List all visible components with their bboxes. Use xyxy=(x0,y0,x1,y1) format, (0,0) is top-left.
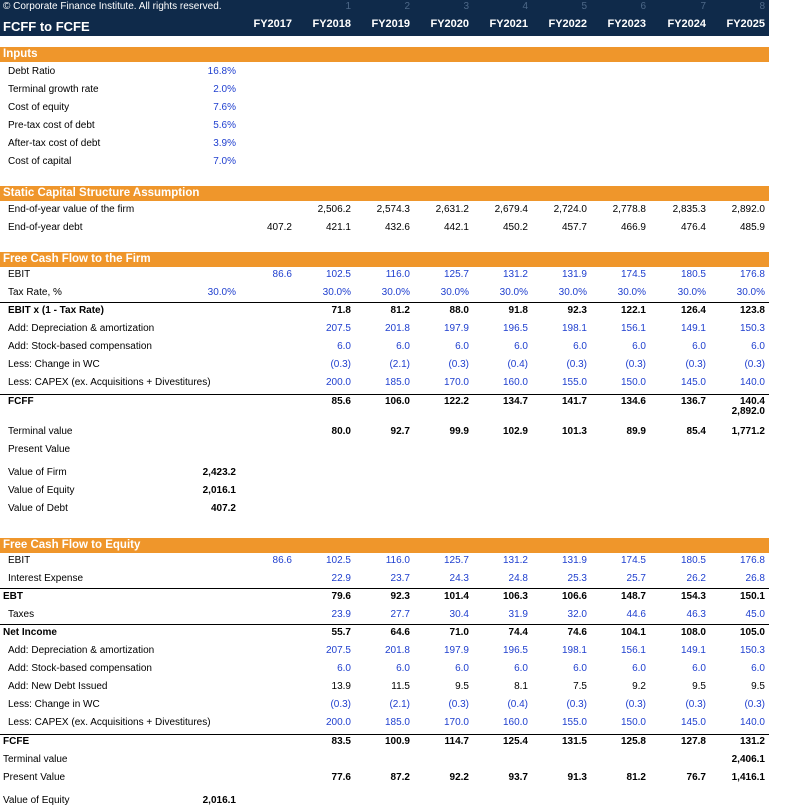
fcff-cell[interactable]: 6.0 xyxy=(632,341,646,352)
year-index: 3 xyxy=(463,1,469,12)
fcff-cell[interactable]: 185.0 xyxy=(384,377,410,388)
fcfe-cell[interactable]: 74.4 xyxy=(508,627,528,638)
fcff-cell[interactable]: 149.1 xyxy=(680,323,706,334)
fcff-cell[interactable]: (0.3) xyxy=(330,359,351,370)
fcff-cell[interactable]: 102.5 xyxy=(325,269,351,280)
fcfe-cell[interactable]: 6.0 xyxy=(751,663,765,674)
fcfe-cell[interactable]: 9.5 xyxy=(751,681,765,692)
capital-cell[interactable]: 2,724.0 xyxy=(553,204,587,215)
fcfe-cell[interactable]: 74.6 xyxy=(567,627,587,638)
fcff-cell[interactable]: 140.4 xyxy=(739,396,765,407)
fcff-cell[interactable]: 30.0% xyxy=(617,287,646,298)
fcfe-cell[interactable]: 201.8 xyxy=(384,645,410,656)
section-fcfe xyxy=(0,538,769,553)
year-index: 8 xyxy=(759,1,765,12)
fcfe-cell[interactable]: 26.8 xyxy=(745,573,765,584)
fcff-cell[interactable]: 30.0% xyxy=(558,287,587,298)
fcfe-cell[interactable]: 180.5 xyxy=(680,555,706,566)
capital-cell[interactable]: 2,892.0 xyxy=(731,204,765,215)
capital-cell[interactable]: 2,506.2 xyxy=(317,204,351,215)
fcff-cell[interactable]: 197.9 xyxy=(443,323,469,334)
fcff-cell[interactable]: 106.0 xyxy=(384,396,410,407)
fcfe-cell[interactable]: 23.7 xyxy=(390,573,410,584)
fcfe-cell[interactable]: 185.0 xyxy=(384,717,410,728)
fcff-cell[interactable]: 123.8 xyxy=(739,305,765,316)
fcfe-terminal-value[interactable]: 2,406.1 xyxy=(731,754,765,765)
row-label: EBIT xyxy=(8,269,31,280)
fcfe-cell[interactable]: 64.6 xyxy=(390,627,410,638)
fcfe-cell[interactable]: 174.5 xyxy=(620,555,646,566)
capital-cell[interactable]: 2,574.3 xyxy=(376,204,410,215)
fcfe-cell[interactable]: 79.6 xyxy=(331,591,351,602)
fcff-present-value-cell[interactable]: 102.9 xyxy=(502,426,528,437)
fcff-cell[interactable]: 6.0 xyxy=(751,341,765,352)
fcfe-cell[interactable]: 160.0 xyxy=(502,717,528,728)
year-header-fy2021[interactable]: FY2021 xyxy=(489,18,528,30)
fcfe-cell[interactable]: 92.3 xyxy=(390,591,410,602)
fcfe-cell[interactable]: 125.4 xyxy=(502,736,528,747)
row-label: Add: Stock-based compensation xyxy=(8,341,152,352)
fcfe-cell[interactable]: 198.1 xyxy=(561,645,587,656)
fcfe-cell[interactable]: 131.5 xyxy=(561,736,587,747)
fcfe-cell[interactable]: 196.5 xyxy=(502,645,528,656)
fcfe-cell[interactable]: 148.7 xyxy=(620,591,646,602)
fcfe-cell[interactable]: 106.3 xyxy=(502,591,528,602)
fcfe-cell[interactable]: 200.0 xyxy=(325,717,351,728)
fcff-cell[interactable]: 30.0% xyxy=(677,287,706,298)
fcff-cell[interactable]: 150.0 xyxy=(620,377,646,388)
fcff-cell[interactable]: 136.7 xyxy=(680,396,706,407)
fcff-cell[interactable]: 200.0 xyxy=(325,377,351,388)
section-inputs xyxy=(0,47,769,62)
fcfe-cell[interactable]: 154.3 xyxy=(680,591,706,602)
fcfe-cell[interactable]: 13.9 xyxy=(331,681,351,692)
fcfe-cell[interactable]: 106.6 xyxy=(561,591,587,602)
fcfe-cell[interactable]: 30.4 xyxy=(449,609,469,620)
fcfe-cell[interactable]: (0.3) xyxy=(448,699,469,710)
fcfe-cell[interactable]: 9.2 xyxy=(632,681,646,692)
fcfe-cell[interactable]: (2.1) xyxy=(389,699,410,710)
fcfe-cell[interactable]: (0.4) xyxy=(507,699,528,710)
fcff-cell[interactable]: 91.8 xyxy=(508,305,528,316)
fcfe-cell[interactable]: 83.5 xyxy=(331,736,351,747)
fcff-cell[interactable]: 6.0 xyxy=(573,341,587,352)
fcff-cell[interactable]: 122.1 xyxy=(620,305,646,316)
fcff-cell[interactable]: 170.0 xyxy=(443,377,469,388)
row-divider xyxy=(0,624,769,625)
row-label: End-of-year value of the firm xyxy=(8,204,135,215)
row-label: Terminal growth rate xyxy=(8,84,99,95)
tax-rate-input[interactable]: 30.0% xyxy=(207,287,236,298)
fcfe-cell[interactable]: 9.5 xyxy=(692,681,706,692)
row-label: Present Value xyxy=(8,444,71,455)
fcff-cell[interactable]: 198.1 xyxy=(561,323,587,334)
fcff-cell[interactable]: (2.1) xyxy=(389,359,410,370)
fcfe-cell[interactable]: 131.2 xyxy=(739,736,765,747)
fcff-cell[interactable]: 30.0% xyxy=(322,287,351,298)
row-label: Terminal value xyxy=(3,754,68,765)
fcfe-cell[interactable]: 114.7 xyxy=(444,736,469,747)
fcfe-cell[interactable]: 155.0 xyxy=(561,717,587,728)
row-label: Add: New Debt Issued xyxy=(8,681,108,692)
fcff-summary-value[interactable]: 2,016.1 xyxy=(202,485,236,496)
row-label: FCFF xyxy=(8,396,34,407)
fcff-cell[interactable]: 85.6 xyxy=(331,396,351,407)
fcfe-present-value-cell[interactable]: 91.3 xyxy=(567,772,587,783)
fcff-cell[interactable]: 30.0% xyxy=(381,287,410,298)
year-index: 5 xyxy=(581,1,587,12)
fcff-cell[interactable]: 176.8 xyxy=(739,269,765,280)
fcff-cell[interactable]: 134.6 xyxy=(620,396,646,407)
fcfe-cell[interactable]: 197.9 xyxy=(443,645,469,656)
row-label: FCFE xyxy=(3,736,30,747)
year-header-fy2024[interactable]: FY2024 xyxy=(667,18,706,30)
fcfe-cell[interactable]: 131.9 xyxy=(561,555,587,566)
fcfe-cell[interactable]: 25.7 xyxy=(626,573,646,584)
fcfe-cell[interactable]: 8.1 xyxy=(514,681,528,692)
fcfe-cell[interactable]: 6.0 xyxy=(514,663,528,674)
fcfe-cell[interactable]: 150.0 xyxy=(620,717,646,728)
fcff-cell[interactable]: 156.1 xyxy=(620,323,646,334)
year-header-fy2020[interactable]: FY2020 xyxy=(430,18,469,30)
fcfe-present-value-cell[interactable]: 76.7 xyxy=(686,772,706,783)
row-label: Value of Equity xyxy=(8,485,75,496)
fcff-present-value-cell[interactable]: 99.9 xyxy=(449,426,469,437)
fcff-cell[interactable]: 125.7 xyxy=(443,269,469,280)
row-divider xyxy=(0,588,769,589)
fcfe-cell[interactable]: 131.2 xyxy=(502,555,528,566)
fcfe-cell[interactable]: 7.5 xyxy=(573,681,587,692)
row-divider xyxy=(0,302,769,303)
capital-cell[interactable]: 2,679.4 xyxy=(494,204,528,215)
input-value[interactable]: 7.6% xyxy=(213,102,236,113)
fcff-present-value-cell[interactable]: 101.3 xyxy=(561,426,587,437)
fcff-cell[interactable]: 92.3 xyxy=(567,305,587,316)
fcff-cell[interactable]: 6.0 xyxy=(692,341,706,352)
fcff-cell[interactable]: 140.0 xyxy=(739,377,765,388)
row-label: Add: Depreciation & amortization xyxy=(8,323,155,334)
capital-cell[interactable]: 2,631.2 xyxy=(435,204,469,215)
row-label: Less: CAPEX (ex. Acquisitions + Divestitures) xyxy=(8,717,211,728)
fcff-cell[interactable]: 122.2 xyxy=(443,396,469,407)
fcff-cell[interactable]: (0.3) xyxy=(448,359,469,370)
fcfe-cell[interactable]: 145.0 xyxy=(680,717,706,728)
year-header-fy2019[interactable]: FY2019 xyxy=(371,18,410,30)
fcfe-cell[interactable]: 32.0 xyxy=(567,609,587,620)
fcfe-cell[interactable]: 150.1 xyxy=(739,591,765,602)
section-inputs-title: Inputs xyxy=(3,48,38,60)
capital-cell[interactable]: 432.6 xyxy=(384,222,410,233)
fcff-cell[interactable]: 160.0 xyxy=(502,377,528,388)
fcfe-cell[interactable]: 102.5 xyxy=(325,555,351,566)
fcfe-cell[interactable]: 176.8 xyxy=(739,555,765,566)
capital-cell[interactable]: 442.1 xyxy=(443,222,469,233)
fcff-cell[interactable]: 141.7 xyxy=(561,396,587,407)
row-divider xyxy=(0,394,769,395)
capital-cell[interactable]: 476.4 xyxy=(680,222,706,233)
fcfe-cell[interactable]: 207.5 xyxy=(325,645,351,656)
row-label: Less: Change in WC xyxy=(8,359,100,370)
row-label: Taxes xyxy=(8,609,35,620)
year-header-fy2017[interactable]: FY2017 xyxy=(253,18,292,30)
fcfe-cell[interactable]: (0.3) xyxy=(685,699,706,710)
fcff-cell[interactable]: (0.3) xyxy=(744,359,765,370)
fcff-cell[interactable]: 180.5 xyxy=(680,269,706,280)
year-index: 1 xyxy=(345,1,351,12)
year-header-fy2018[interactable]: FY2018 xyxy=(312,18,351,30)
fcff-present-value-cell[interactable]: 89.9 xyxy=(626,426,646,437)
section-static-capital xyxy=(0,186,769,201)
fcff-cell[interactable]: 71.8 xyxy=(331,305,351,316)
fcff-cell[interactable]: 174.5 xyxy=(620,269,646,280)
fcfe-cell[interactable]: 24.3 xyxy=(449,573,469,584)
fcfe-cell[interactable]: 31.9 xyxy=(508,609,528,620)
row-label: Cost of capital xyxy=(8,156,72,167)
row-label: Tax Rate, % xyxy=(8,287,62,298)
fcfe-cell[interactable]: 86.6 xyxy=(272,555,292,566)
year-index: 7 xyxy=(700,1,706,12)
row-label: Less: Change in WC xyxy=(8,699,100,710)
fcff-cell[interactable]: 134.7 xyxy=(502,396,528,407)
fcfe-present-value-cell[interactable]: 77.6 xyxy=(331,772,351,783)
fcfe-cell[interactable]: 125.8 xyxy=(620,736,646,747)
fcff-cell[interactable]: 126.4 xyxy=(680,305,706,316)
row-label: Cost of equity xyxy=(8,102,70,113)
fcfe-cell[interactable]: 156.1 xyxy=(620,645,646,656)
fcfe-cell[interactable]: (0.3) xyxy=(744,699,765,710)
fcff-cell[interactable]: (0.4) xyxy=(507,359,528,370)
fcff-cell[interactable]: 6.0 xyxy=(396,341,410,352)
section-static-capital-title: Static Capital Structure Assumption xyxy=(3,187,200,199)
row-label: Value of Equity xyxy=(3,795,70,806)
capital-cell[interactable]: 2,778.8 xyxy=(612,204,646,215)
fcfe-cell[interactable]: 44.6 xyxy=(626,609,646,620)
fcff-present-value-cell[interactable]: 92.7 xyxy=(390,426,410,437)
fcff-cell[interactable]: 150.3 xyxy=(739,323,765,334)
row-label: Pre-tax cost of debt xyxy=(8,120,95,131)
fcfe-value-of-equity[interactable]: 2,016.1 xyxy=(202,795,236,806)
fcfe-cell[interactable]: 6.0 xyxy=(573,663,587,674)
fcff-cell[interactable]: (0.3) xyxy=(685,359,706,370)
fcfe-present-value-cell[interactable]: 81.2 xyxy=(626,772,646,783)
fcff-cell[interactable]: 6.0 xyxy=(455,341,469,352)
fcfe-cell[interactable]: 127.8 xyxy=(680,736,706,747)
fcfe-cell[interactable]: 6.0 xyxy=(692,663,706,674)
capital-cell[interactable]: 2,835.3 xyxy=(672,204,706,215)
fcff-cell[interactable]: 88.0 xyxy=(449,305,469,316)
fcff-summary-value[interactable]: 2,423.2 xyxy=(202,467,236,478)
row-label: Terminal value xyxy=(8,426,73,437)
fcfe-cell[interactable]: 6.0 xyxy=(337,663,351,674)
fcfe-cell[interactable]: (0.3) xyxy=(625,699,646,710)
year-header-fy2023[interactable]: FY2023 xyxy=(607,18,646,30)
fcff-cell[interactable]: 86.6 xyxy=(272,269,292,280)
row-label: EBIT xyxy=(8,555,31,566)
section-fcff-title: Free Cash Flow to the Firm xyxy=(3,253,151,265)
fcfe-cell[interactable]: 26.2 xyxy=(686,573,706,584)
capital-cell[interactable]: 457.7 xyxy=(561,222,587,233)
fcfe-cell[interactable]: 125.7 xyxy=(443,555,469,566)
section-fcfe-title: Free Cash Flow to Equity xyxy=(3,539,141,551)
fcfe-present-value-cell[interactable]: 1,416.1 xyxy=(731,772,765,783)
fcfe-cell[interactable]: 108.0 xyxy=(680,627,706,638)
row-divider xyxy=(0,734,769,735)
fcff-cell[interactable]: 131.2 xyxy=(502,269,528,280)
fcfe-cell[interactable]: 45.0 xyxy=(745,609,765,620)
capital-cell[interactable]: 450.2 xyxy=(502,222,528,233)
fcff-cell[interactable]: 30.0% xyxy=(736,287,765,298)
capital-cell[interactable]: 466.9 xyxy=(620,222,646,233)
row-label: Debt Ratio xyxy=(8,66,56,77)
fcfe-cell[interactable]: 71.0 xyxy=(449,627,469,638)
header-bar xyxy=(0,0,769,36)
fcfe-present-value-cell[interactable]: 93.7 xyxy=(508,772,528,783)
row-label: Interest Expense xyxy=(8,573,84,584)
fcfe-present-value-cell[interactable]: 87.2 xyxy=(390,772,410,783)
row-label: Value of Debt xyxy=(8,503,68,514)
year-index: 2 xyxy=(404,1,410,12)
fcfe-cell[interactable]: 6.0 xyxy=(632,663,646,674)
fcff-cell[interactable]: 6.0 xyxy=(337,341,351,352)
fcff-cell[interactable]: 131.9 xyxy=(561,269,587,280)
year-header-fy2022[interactable]: FY2022 xyxy=(548,18,587,30)
row-label: End-of-year debt xyxy=(8,222,83,233)
row-label: EBT xyxy=(3,591,23,602)
fcfe-cell[interactable]: 25.3 xyxy=(567,573,587,584)
fcff-present-value-cell[interactable]: 85.4 xyxy=(686,426,706,437)
copyright-text: © Corporate Finance Institute. All rights reserved. xyxy=(3,1,222,12)
year-index: 4 xyxy=(522,1,528,12)
fcff-cell[interactable]: 30.0% xyxy=(440,287,469,298)
fcfe-cell[interactable]: 170.0 xyxy=(443,717,469,728)
fcfe-cell[interactable]: 105.0 xyxy=(739,627,765,638)
row-label: Present Value xyxy=(3,772,66,783)
input-value[interactable]: 16.8% xyxy=(207,66,236,77)
fcff-present-value-cell[interactable]: 1,771.2 xyxy=(731,426,765,437)
fcfe-present-value-cell[interactable]: 92.2 xyxy=(449,772,469,783)
row-label: Add: Stock-based compensation xyxy=(8,663,152,674)
capital-cell[interactable]: 485.9 xyxy=(739,222,765,233)
row-label: Less: CAPEX (ex. Acquisitions + Divestitures) xyxy=(8,377,211,388)
fcff-cell[interactable]: (0.3) xyxy=(566,359,587,370)
fcfe-cell[interactable]: 104.1 xyxy=(620,627,646,638)
fcfe-cell[interactable]: 55.7 xyxy=(331,627,351,638)
fcff-cell[interactable]: 81.2 xyxy=(390,305,410,316)
input-value[interactable]: 7.0% xyxy=(213,156,236,167)
capital-cell[interactable]: 407.2 xyxy=(266,222,292,233)
fcfe-cell[interactable]: 149.1 xyxy=(680,645,706,656)
row-label: After-tax cost of debt xyxy=(8,138,101,149)
fcff-cell[interactable]: 207.5 xyxy=(325,323,351,334)
fcfe-cell[interactable]: 46.3 xyxy=(686,609,706,620)
fcfe-cell[interactable]: 150.3 xyxy=(739,645,765,656)
fcff-cell[interactable]: 6.0 xyxy=(514,341,528,352)
fcfe-cell[interactable]: 140.0 xyxy=(739,717,765,728)
fcff-cell[interactable]: 201.8 xyxy=(384,323,410,334)
row-label: Net Income xyxy=(3,627,57,638)
fcfe-cell[interactable]: 6.0 xyxy=(396,663,410,674)
year-header-fy2025[interactable]: FY2025 xyxy=(726,18,765,30)
fcff-cell[interactable]: (0.3) xyxy=(625,359,646,370)
fcfe-cell[interactable]: 6.0 xyxy=(455,663,469,674)
fcfe-cell[interactable]: 101.4 xyxy=(443,591,469,602)
fcff-cell[interactable]: 145.0 xyxy=(680,377,706,388)
fcfe-cell[interactable]: (0.3) xyxy=(330,699,351,710)
year-index: 6 xyxy=(640,1,646,12)
input-value[interactable]: 5.6% xyxy=(213,120,236,131)
fcff-terminal-value[interactable]: 2,892.0 xyxy=(731,406,765,417)
fcff-cell[interactable]: 30.0% xyxy=(499,287,528,298)
fcff-cell[interactable]: 155.0 xyxy=(561,377,587,388)
fcfe-cell[interactable]: (0.3) xyxy=(566,699,587,710)
row-label: Value of Firm xyxy=(8,467,67,478)
fcfe-cell[interactable]: 9.5 xyxy=(455,681,469,692)
row-label: EBIT x (1 - Tax Rate) xyxy=(8,305,104,316)
fcfe-cell[interactable]: 27.7 xyxy=(390,609,410,620)
fcff-summary-value[interactable]: 407.2 xyxy=(210,503,236,514)
fcfe-cell[interactable]: 116.0 xyxy=(385,555,410,566)
fcfe-cell[interactable]: 100.9 xyxy=(384,736,410,747)
model-title: FCFF to FCFE xyxy=(3,19,90,34)
input-value[interactable]: 2.0% xyxy=(213,84,236,95)
fcfe-cell[interactable]: 24.8 xyxy=(508,573,528,584)
section-fcff xyxy=(0,252,769,267)
capital-cell[interactable]: 421.1 xyxy=(325,222,351,233)
fcfe-cell[interactable]: 23.9 xyxy=(331,609,351,620)
row-label: Add: Depreciation & amortization xyxy=(8,645,155,656)
fcff-present-value-cell[interactable]: 80.0 xyxy=(331,426,351,437)
fcff-cell[interactable]: 196.5 xyxy=(502,323,528,334)
fcfe-cell[interactable]: 22.9 xyxy=(331,573,351,584)
input-value[interactable]: 3.9% xyxy=(213,138,236,149)
fcff-cell[interactable]: 116.0 xyxy=(385,269,410,280)
fcfe-cell[interactable]: 11.5 xyxy=(391,681,410,692)
